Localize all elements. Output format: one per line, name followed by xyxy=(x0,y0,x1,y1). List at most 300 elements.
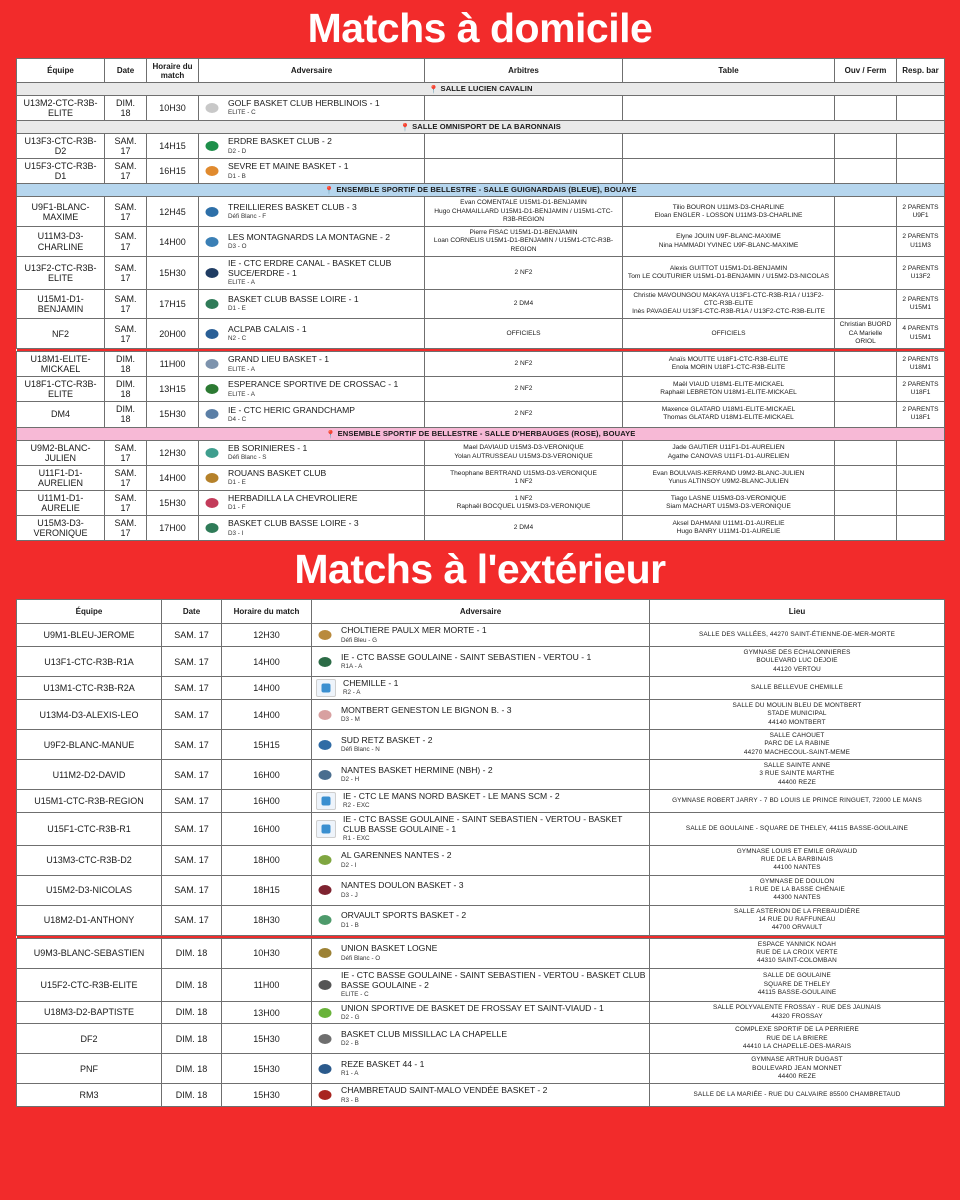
header-ouv-ferm: Ouv / Ferm xyxy=(835,59,897,83)
cell-arbitres: 2 NF2 xyxy=(425,256,623,289)
club-logo-icon xyxy=(203,356,221,372)
opponent-division: ELITE - A xyxy=(228,365,255,373)
cell-date: SAM. 17 xyxy=(162,647,222,677)
cell-ouv-ferm xyxy=(835,289,897,319)
cell-adversaire xyxy=(199,227,425,257)
cell-equipe: U11M2-D2-DAVID xyxy=(17,760,162,790)
cell-adversaire xyxy=(312,875,650,905)
cell-arbitres xyxy=(425,159,623,184)
cell-ouv-ferm xyxy=(835,159,897,184)
cell-equipe: RM3 xyxy=(17,1084,162,1107)
cell-arbitres: 2 DM4 xyxy=(425,289,623,319)
cell-lieu: SALLE POLYVALENTE FROSSAY - RUE DES JAUNAIS 44320 FROSSAY xyxy=(650,1001,945,1024)
opponent-name: CHAMBRETAUD SAINT-MALO VENDÉE BASKET - 2 xyxy=(341,1085,548,1096)
opponent-name: IE - CTC LE MANS NORD BASKET - LE MANS SCM - 2 xyxy=(343,791,560,802)
cell-table: Maël VIAUD U18M1-ELITE-MICKAEL Raphaël LEBRETON U18M1-ELITE-MICKAEL xyxy=(623,377,835,402)
cell-table xyxy=(623,159,835,184)
cell-ouv-ferm xyxy=(835,227,897,257)
cell-horaire: 16H00 xyxy=(222,790,312,813)
cell-horaire: 15H30 xyxy=(147,256,199,289)
cell-table xyxy=(623,134,835,159)
cell-equipe: U13F2-CTC-R3B-ELITE xyxy=(17,256,105,289)
opponent-name: NANTES DOULON BASKET - 3 xyxy=(341,880,464,891)
table-row xyxy=(17,647,945,677)
cell-date: DIM. 18 xyxy=(162,1084,222,1107)
cell-adversaire xyxy=(312,700,650,730)
cell-equipe: U18M1-ELITE-MICKAEL xyxy=(17,352,105,377)
venue-name: SALLE LUCIEN CAVALIN xyxy=(440,84,533,93)
cell-date: SAM. 17 xyxy=(105,440,147,465)
cell-table: Elyne JOUIN U9F-BLANC-MAXIME Nina HAMMADI YVINEC U9F-BLANC-MAXIME xyxy=(623,227,835,257)
cell-adversaire xyxy=(312,905,650,935)
opponent-division: Défi Blanc - N xyxy=(341,745,380,753)
cell-ouv-ferm xyxy=(835,516,897,541)
opponent-division: D2 - H xyxy=(341,775,360,783)
opponent-division: Défi Blanc - S xyxy=(228,454,267,462)
club-logo-icon xyxy=(203,470,221,486)
opponent-division: D1 - B xyxy=(228,172,246,180)
cell-adversaire xyxy=(312,790,650,813)
opponent-name: TREILLIERES BASKET CLUB - 3 xyxy=(228,201,357,212)
opponent-division: R1 - EXC xyxy=(343,835,370,843)
table-row xyxy=(17,134,945,159)
opponent-division: Défi Blanc - F xyxy=(228,213,267,221)
club-logo-icon xyxy=(316,1061,334,1077)
cell-date: SAM. 17 xyxy=(105,256,147,289)
cell-equipe: U15M3-D3-VERONIQUE xyxy=(17,516,105,541)
cell-adversaire xyxy=(312,1001,650,1024)
cell-arbitres: Pierre FISAC U15M1-D1-BENJAMIN Loan CORNELIS U15M1-D1-BENJAMIN / U15M1-CTC-R3B-REGION xyxy=(425,227,623,257)
cell-adversaire xyxy=(312,677,650,700)
cell-arbitres: Theophane BERTRAND U15M3-D3-VERONIQUE 1 NF2 xyxy=(425,465,623,490)
opponent-name: GOLF BASKET CLUB HERBLINOIS - 1 xyxy=(228,98,380,109)
cell-date: SAM. 17 xyxy=(105,465,147,490)
opponent-division: D2 - B xyxy=(341,1040,359,1048)
cell-horaire: 14H00 xyxy=(147,465,199,490)
cell-adversaire xyxy=(312,968,650,1001)
club-logo-icon xyxy=(316,654,334,670)
cell-horaire: 15H30 xyxy=(147,490,199,515)
cell-horaire: 13H00 xyxy=(222,1001,312,1024)
opponent-division: D3 - J xyxy=(341,891,358,899)
cell-table: Anaïs MOUTTE U18F1-CTC-R3B-ELITE Enola MORIN U18F1-CTC-R3B-ELITE xyxy=(623,352,835,377)
cell-equipe: U11F1-D1-AURELIEN xyxy=(17,465,105,490)
opponent-division: D1 - E xyxy=(228,305,246,313)
opponent-division: D3 - I xyxy=(228,529,244,537)
venue-header-row xyxy=(17,83,945,96)
header-date: Date xyxy=(162,600,222,624)
club-logo-icon xyxy=(203,445,221,461)
opponent-division: Défi Blanc - O xyxy=(341,954,381,962)
opponent-division: ELITE - C xyxy=(228,109,256,117)
table-row xyxy=(17,875,945,905)
cell-lieu: SALLE ASTERION DE LA FREBAUDIÈRE 14 RUE DU RAFFUNEAU 44700 ORVAULT xyxy=(650,905,945,935)
cell-resp-bar: 2 PARENTS U13F2 xyxy=(897,256,945,289)
cell-adversaire xyxy=(312,1054,650,1084)
table-row xyxy=(17,790,945,813)
cell-ouv-ferm xyxy=(835,197,897,227)
cell-resp-bar: 2 PARENTS U18F1 xyxy=(897,402,945,427)
cell-resp-bar xyxy=(897,516,945,541)
location-pin-icon: 📍 xyxy=(324,186,335,196)
header-equipe: Équipe xyxy=(17,59,105,83)
cell-lieu: SALLE SAINTE ANNE 3 RUE SAINTE MARTHE 44400 REZE xyxy=(650,760,945,790)
table-row xyxy=(17,813,945,846)
table-row xyxy=(17,938,945,968)
cell-lieu: GYMNASE LOUIS ET EMILE GRAVAUD RUE DE LA BARBINAIS 44100 NANTES xyxy=(650,845,945,875)
cell-equipe: U9F1-BLANC-MAXIME xyxy=(17,197,105,227)
opponent-division: D1 - F xyxy=(228,504,246,512)
opponent-name: BASKET CLUB MISSILLAC LA CHAPELLE xyxy=(341,1029,508,1040)
table-row xyxy=(17,624,945,647)
cell-lieu: SALLE DE GOULAINE SQUARE DE THELEY 44115 BASSE-GOULAINE xyxy=(650,968,945,1001)
cell-adversaire xyxy=(199,159,425,184)
table-row xyxy=(17,845,945,875)
cell-equipe: DF2 xyxy=(17,1024,162,1054)
cell-lieu: SALLE DES VALLÉES, 44270 SAINT-ÉTIENNE-DE-MER-MORTE xyxy=(650,624,945,647)
cell-adversaire xyxy=(199,134,425,159)
cell-horaire: 14H00 xyxy=(222,700,312,730)
cell-equipe: U9F2-BLANC-MANUE xyxy=(17,730,162,760)
table-row xyxy=(17,197,945,227)
club-logo-icon xyxy=(316,737,334,753)
opponent-division: ELITE - A xyxy=(228,390,255,398)
opponent-name: HERBADILLA LA CHEVROLIERE xyxy=(228,492,358,503)
cell-date: DIM. 18 xyxy=(105,352,147,377)
cell-resp-bar xyxy=(897,159,945,184)
club-logo-icon xyxy=(316,882,334,898)
cell-date: SAM. 17 xyxy=(105,516,147,541)
cell-ouv-ferm xyxy=(835,352,897,377)
cell-adversaire xyxy=(312,1084,650,1107)
opponent-name: ESPERANCE SPORTIVE DE CROSSAC - 1 xyxy=(228,379,399,390)
cell-date: DIM. 18 xyxy=(162,1024,222,1054)
cell-equipe: PNF xyxy=(17,1054,162,1084)
opponent-name: IE - CTC BASSE GOULAINE - SAINT SEBASTIEN - VERTOU - BASKET CLUB BASSE GOULAINE - 1 xyxy=(343,814,623,834)
table-row xyxy=(17,440,945,465)
cell-date: DIM. 18 xyxy=(162,968,222,1001)
cell-adversaire xyxy=(312,1024,650,1054)
opponent-division: R1 - A xyxy=(341,1070,359,1078)
cell-adversaire xyxy=(312,730,650,760)
header-date: Date xyxy=(105,59,147,83)
cell-arbitres: 2 NF2 xyxy=(425,377,623,402)
cell-equipe: U18M2-D1-ANTHONY xyxy=(17,905,162,935)
home-matches-table-wrap xyxy=(0,58,960,541)
cell-equipe: U13M1-CTC-R3B-R2A xyxy=(17,677,162,700)
table-row xyxy=(17,490,945,515)
cell-adversaire xyxy=(199,516,425,541)
club-logo-icon xyxy=(316,767,334,783)
table-row xyxy=(17,377,945,402)
cell-lieu: SALLE BELLEVUE CHEMILLE xyxy=(650,677,945,700)
cell-ouv-ferm xyxy=(835,490,897,515)
cell-equipe: U15F2-CTC-R3B-ELITE xyxy=(17,968,162,1001)
venue-header-row xyxy=(17,121,945,134)
cell-horaire: 20H00 xyxy=(147,319,199,349)
cell-lieu: SALLE DU MOULIN BLEU DE MONTBERT STADE MUNICIPAL 44140 MONTBERT xyxy=(650,700,945,730)
cell-equipe: U13M3-CTC-R3B-D2 xyxy=(17,845,162,875)
opponent-name: NANTES BASKET HERMINE (NBH) - 2 xyxy=(341,764,493,775)
cell-table: Tiago LASNE U15M3-D3-VERONIQUE Siam MACHART U15M3-D3-VERONIQUE xyxy=(623,490,835,515)
cell-resp-bar: 2 PARENTS U9F1 xyxy=(897,197,945,227)
header-resp-bar: Resp. bar xyxy=(897,59,945,83)
club-logo-icon xyxy=(316,912,334,928)
cell-table: Alexis GUITTOT U15M1-D1-BENJAMIN Tom LE COUTURIER U15M1-D1-BENJAMIN / U15M2-D3-NICOLAS xyxy=(623,256,835,289)
cell-date: SAM. 17 xyxy=(105,159,147,184)
cell-resp-bar: 4 PARENTS U15M1 xyxy=(897,319,945,349)
club-logo-icon xyxy=(316,679,336,697)
opponent-division: ELITE - C xyxy=(341,991,369,999)
cell-horaire: 14H00 xyxy=(222,677,312,700)
cell-resp-bar xyxy=(897,134,945,159)
club-logo-icon xyxy=(203,234,221,250)
location-pin-icon: 📍 xyxy=(400,123,411,133)
cell-table: Evan BOULVAIS-KERRAND U9M2-BLANC-JULIEN Yunus ALTINSOY U9M2-BLANC-JULIEN xyxy=(623,465,835,490)
venue-header-row xyxy=(17,427,945,440)
cell-horaire: 15H30 xyxy=(147,402,199,427)
cell-table: Maxence GLATARD U18M1-ELITE-MICKAEL Thomas GLATARD U18M1-ELITE-MICKAEL xyxy=(623,402,835,427)
cell-arbitres: 2 NF2 xyxy=(425,352,623,377)
cell-lieu: GYMNASE DE DOULON 1 RUE DE LA BASSE CHÉNAIE 44300 NANTES xyxy=(650,875,945,905)
cell-horaire: 14H15 xyxy=(147,134,199,159)
cell-arbitres: OFFICIELS xyxy=(425,319,623,349)
opponent-name: IE - CTC ERDRE CANAL - BASKET CLUB SUCE/ERDRE - 1 xyxy=(228,257,392,278)
cell-horaire: 15H15 xyxy=(222,730,312,760)
cell-resp-bar: 2 PARENTS U15M1 xyxy=(897,289,945,319)
opponent-division: Défi Bleu - G xyxy=(341,636,378,644)
table-row xyxy=(17,1024,945,1054)
cell-resp-bar xyxy=(897,440,945,465)
cell-equipe: U15M1-D1-BENJAMIN xyxy=(17,289,105,319)
opponent-division: D4 - C xyxy=(228,415,247,423)
cell-lieu: COMPLEXE SPORTIF DE LA PERRIERE RUE DE LA BRIERE 44410 LA CHAPELLE-DES-MARAIS xyxy=(650,1024,945,1054)
cell-adversaire xyxy=(312,813,650,846)
cell-ouv-ferm: Christian BUORD CA Marielle ORIOL xyxy=(835,319,897,349)
cell-adversaire xyxy=(199,465,425,490)
club-logo-icon xyxy=(203,163,221,179)
opponent-name: BASKET CLUB BASSE LOIRE - 1 xyxy=(228,294,359,305)
cell-lieu: GYMNASE ARTHUR DUGAST BOULEVARD JEAN MONNET 44400 REZE xyxy=(650,1054,945,1084)
club-logo-icon xyxy=(203,100,221,116)
cell-date: SAM. 17 xyxy=(105,289,147,319)
cell-resp-bar: 2 PARENTS U18F1 xyxy=(897,377,945,402)
opponent-name: REZE BASKET 44 - 1 xyxy=(341,1059,425,1069)
away-table-header-row xyxy=(17,600,945,624)
club-logo-icon xyxy=(203,520,221,536)
cell-lieu: GYMNASE ROBERT JARRY - 7 BD LOUIS LE PRINCE RINGUET, 72000 LE MANS xyxy=(650,790,945,813)
cell-equipe: U13F3-CTC-R3B-D2 xyxy=(17,134,105,159)
cell-horaire: 17H15 xyxy=(147,289,199,319)
cell-date: SAM. 17 xyxy=(162,875,222,905)
cell-adversaire xyxy=(312,647,650,677)
cell-date: SAM. 17 xyxy=(162,760,222,790)
opponent-name: IE - CTC BASSE GOULAINE - SAINT SEBASTIEN - VERTOU - BASKET CLUB BASSE GOULAINE - 2 xyxy=(341,969,646,990)
cell-horaire: 16H00 xyxy=(222,813,312,846)
cell-date: SAM. 17 xyxy=(105,490,147,515)
cell-date: SAM. 17 xyxy=(105,319,147,349)
opponent-name: UNION SPORTIVE DE BASKET DE FROSSAY ET SAINT-VIAUD - 1 xyxy=(341,1002,604,1013)
cell-arbitres xyxy=(425,134,623,159)
opponent-name: AL GARENNES NANTES - 2 xyxy=(341,850,452,861)
opponent-division: R2 - EXC xyxy=(343,802,370,810)
table-row xyxy=(17,227,945,257)
cell-horaire: 16H15 xyxy=(147,159,199,184)
cell-equipe: U15F1-CTC-R3B-R1 xyxy=(17,813,162,846)
club-logo-icon xyxy=(316,1087,334,1103)
table-row xyxy=(17,159,945,184)
location-pin-icon: 📍 xyxy=(325,429,336,439)
opponent-division: R3 - B xyxy=(341,1096,359,1104)
home-table-header-row xyxy=(17,59,945,83)
cell-date: SAM. 17 xyxy=(162,845,222,875)
cell-adversaire xyxy=(199,490,425,515)
cell-lieu: ESPACE YANNICK NOAH RUE DE LA CROIX VERTE 44310 SAINT-COLOMBAN xyxy=(650,938,945,968)
table-row xyxy=(17,760,945,790)
table-row xyxy=(17,319,945,349)
cell-date: DIM. 18 xyxy=(105,402,147,427)
cell-date: SAM. 17 xyxy=(162,677,222,700)
cell-date: DIM. 18 xyxy=(105,377,147,402)
cell-equipe: U13M2-CTC-R3B-ELITE xyxy=(17,96,105,121)
header-horaire: Horaire du match xyxy=(147,59,199,83)
cell-lieu: GYMNASE DES ECHALONNIERES BOULEVARD LUC DEJOIE 44120 VERTOU xyxy=(650,647,945,677)
opponent-division: D1 - B xyxy=(341,921,359,929)
cell-resp-bar: 2 PARENTS U11M3 xyxy=(897,227,945,257)
club-logo-icon xyxy=(316,1031,334,1047)
cell-date: DIM. 18 xyxy=(162,1054,222,1084)
header-adversaire: Adversaire xyxy=(199,59,425,83)
cell-equipe: U15M2-D3-NICOLAS xyxy=(17,875,162,905)
cell-ouv-ferm xyxy=(835,440,897,465)
table-row xyxy=(17,730,945,760)
opponent-name: EB SORINIERES - 1 xyxy=(228,442,308,453)
cell-date: DIM. 18 xyxy=(162,1001,222,1024)
cell-equipe: U13M4-D3-ALEXIS-LEO xyxy=(17,700,162,730)
cell-adversaire xyxy=(199,197,425,227)
cell-horaire: 13H15 xyxy=(147,377,199,402)
club-logo-icon xyxy=(316,852,334,868)
club-logo-icon xyxy=(316,627,334,643)
table-row xyxy=(17,96,945,121)
cell-lieu: SALLE CAHOUET PARC DE LA RABINE 44270 MACHECOUL-SAINT-MEME xyxy=(650,730,945,760)
cell-equipe: U9M3-BLANC-SEBASTIEN xyxy=(17,938,162,968)
cell-date: SAM. 17 xyxy=(162,700,222,730)
cell-equipe: U9M2-BLANC-JULIEN xyxy=(17,440,105,465)
location-pin-icon: 📍 xyxy=(428,85,439,94)
table-row xyxy=(17,968,945,1001)
opponent-name: MONTBERT GENESTON LE BIGNON B. - 3 xyxy=(341,704,512,715)
opponent-division: N2 - C xyxy=(228,335,247,343)
cell-date: SAM. 17 xyxy=(162,790,222,813)
table-row xyxy=(17,516,945,541)
cell-equipe: U18M3-D2-BAPTISTE xyxy=(17,1001,162,1024)
cell-adversaire xyxy=(199,256,425,289)
cell-date: SAM. 17 xyxy=(162,730,222,760)
home-matches-table xyxy=(16,58,945,541)
venue-name: ENSEMBLE SPORTIF DE BELLESTRE - SALLE D'HERBAUGES (ROSE), BOUAYE xyxy=(337,428,636,438)
cell-adversaire xyxy=(199,96,425,121)
cell-adversaire xyxy=(312,760,650,790)
table-row xyxy=(17,1054,945,1084)
opponent-name: SEVRE ET MAINE BASKET - 1 xyxy=(228,161,349,172)
header-adversaire: Adversaire xyxy=(312,600,650,624)
cell-date: SAM. 17 xyxy=(105,134,147,159)
cell-adversaire xyxy=(199,352,425,377)
opponent-division: ELITE - A xyxy=(228,279,255,287)
cell-adversaire xyxy=(199,289,425,319)
table-row xyxy=(17,905,945,935)
cell-table: Christie MAVOUNGOU MAKAYA U13F1-CTC-R3B-R1A / U13F2-CTC-R3B-ELITE Inès PAVAGEAU U13F1-CTC-R3B-R1A / U13F2-CTC-R3B-ELITE xyxy=(623,289,835,319)
cell-arbitres xyxy=(425,96,623,121)
venue-name: ENSEMBLE SPORTIF DE BELLESTRE - SALLE GUIGNARDAIS (BLEUE), BOUAYE xyxy=(336,185,637,195)
cell-table: Aksel DAHMANI U11M1-D1-AURELIE Hugo BANRY U11M1-D1-AURELIE xyxy=(623,516,835,541)
cell-horaire: 17H00 xyxy=(147,516,199,541)
cell-date: SAM. 17 xyxy=(162,905,222,935)
cell-horaire: 12H45 xyxy=(147,197,199,227)
header-table: Table xyxy=(623,59,835,83)
opponent-division: D2 - D xyxy=(228,147,247,155)
away-matches-table xyxy=(16,599,945,1107)
cell-equipe: NF2 xyxy=(17,319,105,349)
club-logo-icon xyxy=(316,820,336,838)
cell-arbitres: Evan COMENTALE U15M1-D1-BENJAMIN Hugo CHAMAILLARD U15M1-D1-BENJAMIN / U15M1-CTC-R3B-REGION xyxy=(425,197,623,227)
opponent-name: IE - CTC BASSE GOULAINE - SAINT SEBASTIEN - VERTOU - 1 xyxy=(341,651,592,662)
club-logo-icon xyxy=(203,265,221,281)
club-logo-icon xyxy=(316,1005,334,1021)
cell-equipe: U15M1-CTC-R3B-REGION xyxy=(17,790,162,813)
club-logo-icon xyxy=(203,138,221,154)
club-logo-icon xyxy=(203,406,221,422)
cell-ouv-ferm xyxy=(835,377,897,402)
table-row xyxy=(17,677,945,700)
cell-horaire: 12H30 xyxy=(222,624,312,647)
cell-arbitres: 2 NF2 xyxy=(425,402,623,427)
table-row xyxy=(17,352,945,377)
cell-horaire: 15H30 xyxy=(222,1024,312,1054)
opponent-name: ORVAULT SPORTS BASKET - 2 xyxy=(341,910,467,921)
cell-lieu: SALLE DE GOULAINE - SQUARE DE THELEY, 44115 BASSE-GOULAINE xyxy=(650,813,945,846)
cell-adversaire xyxy=(199,440,425,465)
cell-ouv-ferm xyxy=(835,465,897,490)
opponent-name: ACLPAB CALAIS - 1 xyxy=(228,323,307,334)
opponent-name: LES MONTAGNARDS LA MONTAGNE - 2 xyxy=(228,231,391,242)
cell-adversaire xyxy=(312,938,650,968)
table-row xyxy=(17,465,945,490)
cell-ouv-ferm xyxy=(835,134,897,159)
cell-horaire: 18H30 xyxy=(222,905,312,935)
table-row xyxy=(17,402,945,427)
table-row xyxy=(17,1084,945,1107)
cell-equipe: U18F1-CTC-R3B-ELITE xyxy=(17,377,105,402)
table-row xyxy=(17,700,945,730)
cell-horaire: 12H30 xyxy=(147,440,199,465)
table-row xyxy=(17,256,945,289)
cell-adversaire xyxy=(199,402,425,427)
opponent-name: SUD RETZ BASKET - 2 xyxy=(341,734,433,745)
table-row xyxy=(17,289,945,319)
cell-table: OFFICIELS xyxy=(623,319,835,349)
cell-horaire: 16H00 xyxy=(222,760,312,790)
venue-name: SALLE OMNISPORT DE LA BARONNAIS xyxy=(412,122,561,132)
cell-lieu: SALLE DE LA MARIÉE - RUE DU CALVAIRE 85500 CHAMBRETAUD xyxy=(650,1084,945,1107)
cell-date: SAM. 17 xyxy=(105,227,147,257)
cell-resp-bar: 2 PARENTS U18M1 xyxy=(897,352,945,377)
club-logo-icon xyxy=(203,495,221,511)
opponent-name: ERDRE BASKET CLUB - 2 xyxy=(228,136,332,147)
header-lieu: Lieu xyxy=(650,600,945,624)
cell-equipe: U11M1-D1-AURELIE xyxy=(17,490,105,515)
